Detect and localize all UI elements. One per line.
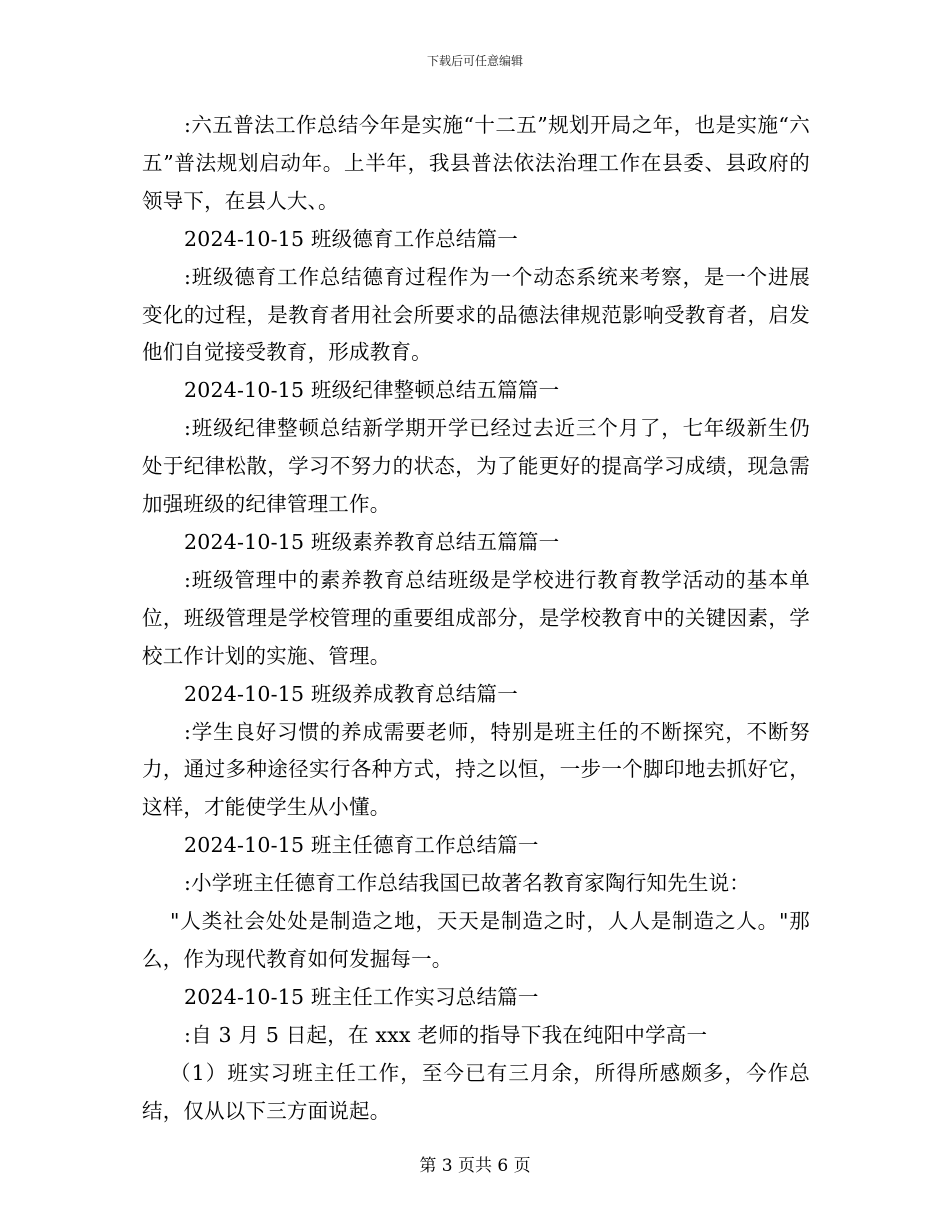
paragraph: :班级管理中的素养教育总结班级是学校进行教育教学活动的基本单位，班级管理是学校管理的重要组成部分，是学校教育中的关键因素，学校工作计划的实施、管理。 [142,567,810,668]
entry-heading: 2024-10-15 班级纪律整顿总结五篇篇一 [184,378,560,403]
page-number: 第 3 页共 6 页 [419,1156,531,1176]
paragraph: :六五普法工作总结今年是实施“十二五”规划开局之年，也是实施“六五”普法规划启动年。上半年，我县普法依法治理工作在县委、县政府的领导下，在县人大、。 [142,113,810,213]
entry-heading: 2024-10-15 班级素养教育总结五篇篇一 [184,529,560,554]
entry-heading: 2024-10-15 班级德育工作总结篇一 [184,226,518,251]
paragraph: :班级德育工作总结德育过程作为一个动态系统来考察，是一个进展变化的过程，是教育者用社会所要求的品德法律规范影响受教育者，启发他们自觉接受教育，形成教育。 [142,264,810,365]
paragraph-continued: （1）班实习班主任工作，至今已有三月余，所得所感颇多，今作总结，仅从以下三方面说起。 [142,1060,810,1123]
entry-heading: 2024-10-15 班级养成教育总结篇一 [184,681,518,706]
paragraph: :自 3 月 5 日起，在 xxx 老师的指导下我在纯阳中学高一 [184,1022,708,1047]
entry-heading: 2024-10-15 班主任工作实习总结篇一 [184,984,539,1009]
entry-heading: 2024-10-15 班主任德育工作总结篇一 [184,833,539,858]
page-header: 下载后可任意编辑 [426,54,523,68]
quote-paragraph: "人类社会处处是制造之地，天天是制造之时，人人是制造之人。"那么，作为现代教育如何发掘每一。 [142,909,810,971]
paragraph: :班级纪律整顿总结新学期开学已经过去近三个月了，七年级新生仍处于纪律松散，学习不努力的状态，为了能更好的提高学习成绩，现急需加强班级的纪律管理工作。 [142,416,810,517]
paragraph: :学生良好习惯的养成需要老师，特别是班主任的不断探究，不断努力，通过多种途径实行各种方式，持之以恒，一步一个脚印地去抓好它，这样，才能使学生从小懂。 [142,719,810,820]
paragraph: :小学班主任德育工作总结我国已故著名教育家陶行知先生说： [184,871,751,896]
document-body [142,107,810,1130]
